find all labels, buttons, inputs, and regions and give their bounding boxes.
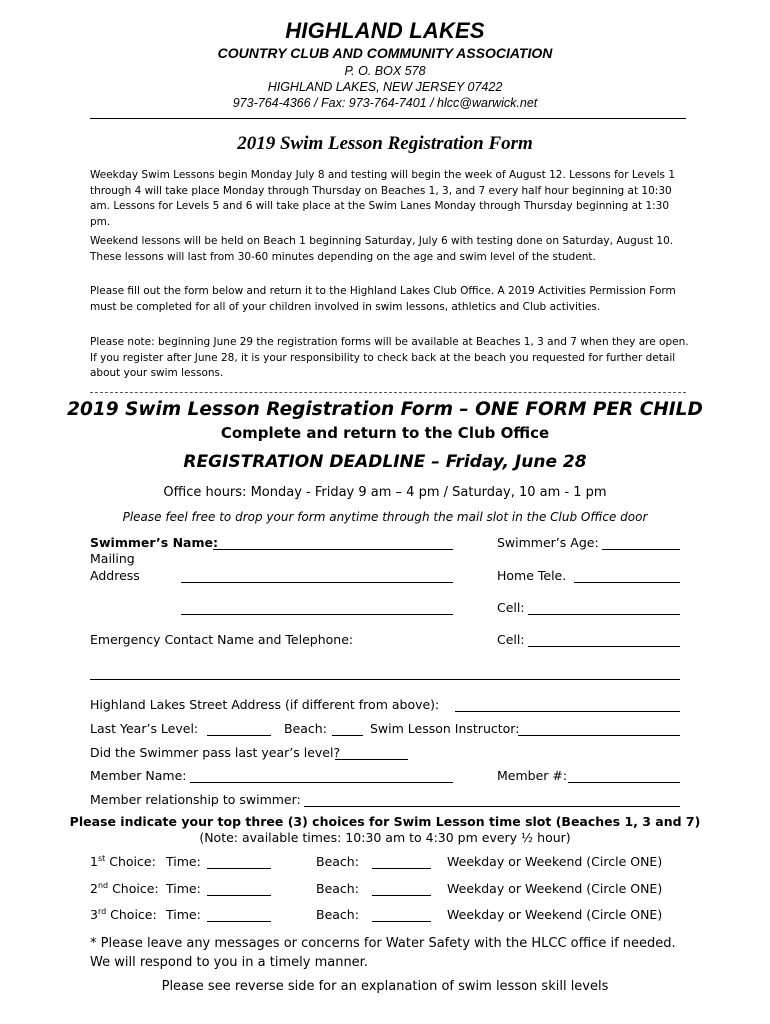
member-name-label: Member Name:: [90, 768, 187, 783]
swimmer-age-label: Swimmer’s Age:: [497, 535, 599, 550]
paragraph-weekday: Weekday Swim Lessons begin Monday July 8 and testing will begin the week of August 12. Lessons for Levels 1 through 4 will take place Monday through Thursday on Beaches 1, 3, and 7 every half hour beginning at 10:30 am. Lessons for Levels 5 and 6 will take place at the Swim Lanes Monday through Thursday beginning at 1:30 pm.: [90, 169, 676, 228]
choices-heading: Please indicate your top three (3) choices for Swim Lesson time slot (Beaches 1, 3 and 7): [69, 814, 701, 829]
choice-1-beach-label: Beach:: [316, 854, 359, 869]
paragraph-weekend: Weekend lessons will be held on Beach 1 beginning Saturday, July 6 with testing done on Saturday, August 10. These lessons will last from 30-60 minutes depending on the age and swim level of the student.: [90, 235, 674, 263]
cell-field[interactable]: [528, 614, 680, 615]
mailing-label: Mailing: [90, 551, 135, 566]
choice-3-time-field[interactable]: [207, 921, 271, 922]
choice-3-beach-label: Beach:: [316, 907, 359, 922]
paragraph-instructions: Please fill out the form below and return it to the Highland Lakes Club Office. A 2019 Activities Permission Form must be completed for all of your children involved in swim lessons, athletics and Club activities.: [90, 285, 676, 313]
water-safety-note: * Please leave any messages or concerns for Water Safety with the HLCC office if needed. We will respond to you in a timely manner.: [90, 936, 676, 970]
choice-2-label: 2nd Choice:: [90, 880, 159, 896]
member-number-label: Member #:: [497, 768, 568, 783]
choice-1-time-label: Time:: [166, 854, 201, 869]
choice-2-beach-field[interactable]: [372, 895, 431, 896]
member-name-field[interactable]: [190, 782, 453, 783]
mailing-address-field-1[interactable]: [181, 582, 453, 583]
instructor-label: Swim Lesson Instructor:: [370, 721, 520, 736]
header-divider: [90, 118, 686, 119]
choice-1-label: 1st Choice:: [90, 853, 156, 869]
home-tele-field[interactable]: [574, 582, 680, 583]
street-address-field[interactable]: [455, 711, 680, 712]
emergency-contact-field[interactable]: [90, 679, 680, 680]
instructor-field[interactable]: [518, 735, 680, 736]
emergency-cell-field[interactable]: [528, 646, 680, 647]
swimmer-age-field[interactable]: [602, 549, 680, 550]
choice-2-time-field[interactable]: [207, 895, 271, 896]
choice-3-day-option[interactable]: Weekday or Weekend (Circle ONE): [447, 907, 663, 922]
choice-2-day-option[interactable]: Weekday or Weekend (Circle ONE): [447, 881, 663, 896]
last-level-label: Last Year’s Level:: [90, 721, 199, 736]
choices-note: (Note: available times: 10:30 am to 4:30 pm every ½ hour): [199, 830, 571, 845]
org-po-box: P. O. BOX 578: [344, 64, 426, 78]
org-subtitle: COUNTRY CLUB AND COMMUNITY ASSOCIATION: [217, 45, 553, 61]
address-label: Address: [90, 568, 140, 583]
choice-3-time-label: Time:: [166, 907, 201, 922]
choice-3-label: 3rd Choice:: [90, 906, 157, 922]
registration-deadline: REGISTRATION DEADLINE – Friday, June 28: [183, 452, 587, 472]
street-address-label: Highland Lakes Street Address (if different from above):: [90, 697, 440, 712]
dashed-cut-line: [90, 392, 686, 393]
org-title: HIGHLAND LAKES: [285, 18, 485, 43]
choice-2-time-label: Time:: [166, 881, 201, 896]
drop-off-note: Please feel free to drop your form anytime through the mail slot in the Club Office door: [122, 510, 648, 524]
swimmer-name-field[interactable]: [213, 549, 453, 550]
last-beach-label: Beach:: [284, 721, 327, 736]
swimmer-name-label: Swimmer’s Name:: [90, 535, 218, 550]
office-hours: Office hours: Monday - Friday 9 am – 4 pm / Saturday, 10 am - 1 pm: [163, 485, 607, 500]
emergency-cell-label: Cell:: [497, 632, 525, 647]
relationship-label: Member relationship to swimmer:: [90, 792, 301, 807]
choice-2-beach-label: Beach:: [316, 881, 359, 896]
choice-3-beach-field[interactable]: [372, 921, 431, 922]
org-contact: 973-764-4366 / Fax: 973-764-7401 / hlcc@warwick.net: [232, 96, 538, 110]
pass-field[interactable]: [335, 759, 408, 760]
choice-1-day-option[interactable]: Weekday or Weekend (Circle ONE): [447, 854, 663, 869]
member-number-field[interactable]: [568, 782, 680, 783]
cell-label: Cell:: [497, 600, 525, 615]
complete-return-text: Complete and return to the Club Office: [220, 424, 550, 442]
home-tele-label: Home Tele.: [497, 568, 567, 583]
section-title: 2019 Swim Lesson Registration Form – ONE FORM PER CHILD: [67, 399, 703, 420]
last-beach-field[interactable]: [332, 735, 363, 736]
org-city-address: HIGHLAND LAKES, NEW JERSEY 07422: [267, 80, 503, 94]
paragraph-note: Please note: beginning June 29 the registration forms will be available at Beaches 1, 3 and 7 when they are open. If you register after June 28, it is your responsibility to check back at the beach you requested for further detail about your swim lessons.: [90, 336, 689, 379]
emergency-contact-label: Emergency Contact Name and Telephone:: [90, 632, 354, 647]
form-title: 2019 Swim Lesson Registration Form: [237, 133, 533, 154]
mailing-address-field-2[interactable]: [181, 614, 453, 615]
relationship-field[interactable]: [304, 806, 680, 807]
choice-1-time-field[interactable]: [207, 868, 271, 869]
choice-1-beach-field[interactable]: [372, 868, 431, 869]
last-level-field[interactable]: [207, 735, 271, 736]
reverse-side-note: Please see reverse side for an explanation of swim lesson skill levels: [161, 979, 609, 994]
pass-label: Did the Swimmer pass last year’s level?: [90, 745, 341, 760]
